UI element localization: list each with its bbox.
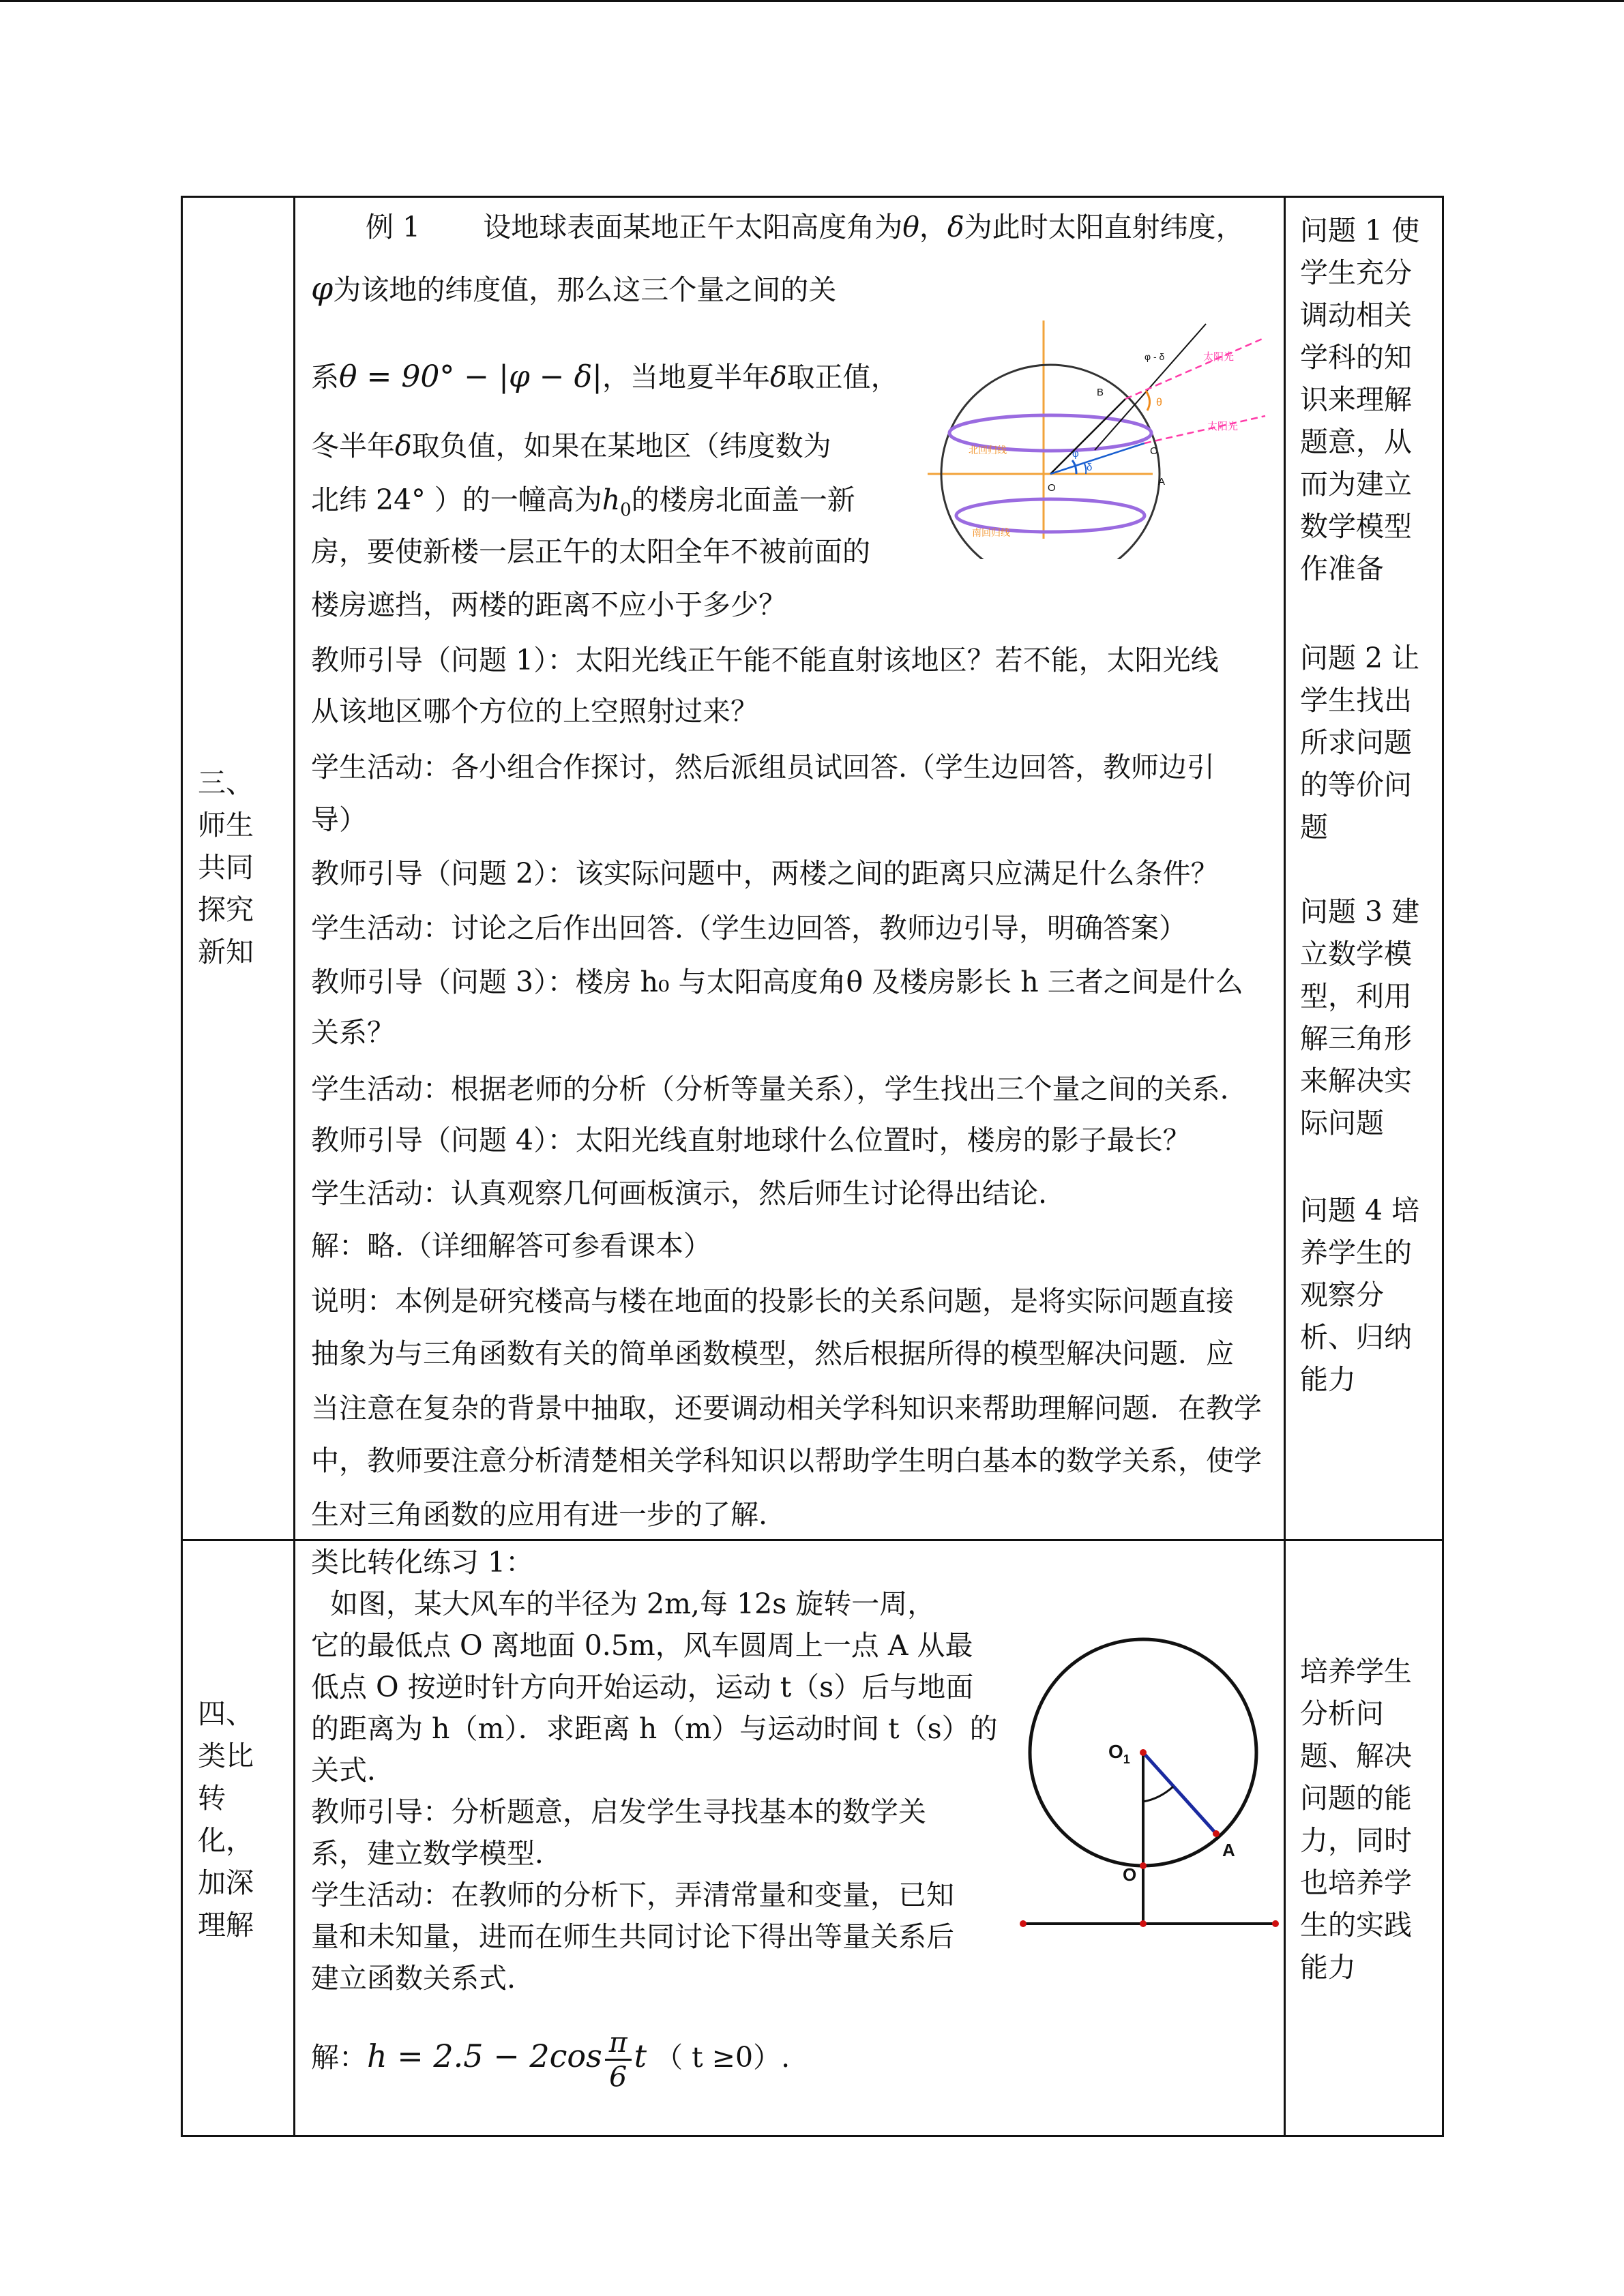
point-a-label: A <box>1158 476 1166 488</box>
ground-left-point <box>1020 1920 1027 1927</box>
dialogue-line: 学生活动：各小组合作探讨，然后派组员试回答.（学生边回答，教师边引 <box>311 751 1215 784</box>
delta-arc <box>1084 464 1086 474</box>
section-label-line: 师生 <box>198 809 254 841</box>
sunlight-ray-2 <box>1145 416 1265 443</box>
ground-right-point <box>1272 1920 1279 1927</box>
point-a-label: A <box>1222 1840 1235 1860</box>
center-label: $O_1$ <box>1108 1741 1130 1766</box>
point-o-label: O <box>1048 482 1056 494</box>
example-line-6: 房，要使新楼一层正午的太阳全年不被前面的 <box>311 535 870 568</box>
exercise-line: 教师引导：分析题意，启发学生寻找基本的数学关 <box>311 1795 926 1828</box>
dialogue-line: 教师引导（问题 2）：该实际问题中，两楼之间的距离只应满足什么条件？ <box>311 857 1219 890</box>
table-divider-1 <box>293 196 295 2137</box>
section-label-line: 共同 <box>198 851 254 884</box>
table-border-top <box>181 196 1444 198</box>
ground-foot-point <box>1140 1920 1147 1927</box>
theta-arc <box>1146 391 1150 411</box>
solution-formula: h = 2.5 − 2cos <box>367 2038 602 2074</box>
exercise-solution: 解：h = 2.5 − 2cos $\frac{\pi}{6}$ t （ t ≥0）. <box>311 2026 791 2093</box>
exercise-line: 的距离为 h（m）．求距离 h（m）与运动时间 t（s）的 <box>311 1712 998 1745</box>
dialogue-line: 说明：本例是研究楼高与楼在地面的投影长的关系问题，是将实际问题直接 <box>311 1285 1234 1317</box>
dialogue-line: 当注意在复杂的背景中抽取，还要调动相关学科知识来帮助理解问题．在教学 <box>311 1392 1262 1425</box>
rotation-angle-arc <box>1143 1787 1173 1802</box>
center-point <box>1140 1749 1147 1756</box>
angle-formula: θ = 90° − |φ − δ| <box>339 359 602 394</box>
section-label-line: 四、 <box>198 1697 254 1730</box>
dialogue-line: 中，教师要注意分析清楚相关学科知识以帮助学生明白基本的数学关系，使学 <box>311 1444 1262 1477</box>
dialogue-line: 解：略.（详细解答可参看课本） <box>311 1229 712 1262</box>
exercise-line: 系，建立数学模型． <box>311 1837 563 1870</box>
exercise-line: 关式． <box>311 1754 395 1787</box>
section-label-line: 转 <box>198 1782 226 1815</box>
example-line-3: 系θ = 90° − |φ − δ|，当地夏半年δ取正值， <box>311 359 899 394</box>
table-border-bottom <box>181 2135 1444 2137</box>
exercise-line: 如图，某大风车的半径为 2m,每 12s 旋转一周， <box>330 1587 936 1620</box>
lowest-point <box>1140 1862 1147 1869</box>
dialogue-line: 关系？ <box>311 1016 395 1049</box>
north-tropic-label: 北回归线 <box>969 445 1007 456</box>
exercise-line: 它的最低点 O 离地面 0.5m，风车圆周上一点 A 从最 <box>311 1629 973 1662</box>
dialogue-line: 学生活动：讨论之后作出回答.（学生边回答，教师边引导，明确答案） <box>311 912 1187 944</box>
windmill-diagram <box>1009 1623 1282 1937</box>
dialogue-line: 学生活动：认真观察几何画板演示，然后师生讨论得出结论. <box>311 1177 1048 1210</box>
exercise-line: 低点 O 按逆时针方向开始运动，运动 t（s）后与地面 <box>311 1671 974 1703</box>
table-divider-2 <box>1284 196 1286 2137</box>
exercise-line: 建立函数关系式. <box>311 1962 516 1995</box>
example-line-2: φ为该地的纬度值，那么这三个量之间的关 <box>311 270 837 307</box>
dialogue-line: 教师引导（问题 4）：太阳光线直射地球什么位置时，楼房的影子最长？ <box>311 1124 1191 1157</box>
dialogue-line: 从该地区哪个方位的上空照射过来？ <box>311 695 758 728</box>
point-c-label: C <box>1150 445 1157 457</box>
example-label: 例 1 <box>366 211 421 243</box>
theta-label: θ <box>1156 397 1162 408</box>
section-label-line: 化， <box>198 1824 254 1857</box>
radius-o1-a <box>1143 1753 1216 1834</box>
table-border-left <box>181 196 183 2137</box>
exercise-title: 类比转化练习 1： <box>311 1546 534 1579</box>
dialogue-line: 抽象为与三角函数有关的简单函数模型，然后根据所得的模型解决问题．应 <box>311 1337 1234 1370</box>
section-label-line: 三、 <box>198 766 254 799</box>
dialogue-line: 教师引导（问题 1）：太阳光线正午能不能直射该地区？若不能，太阳光线 <box>311 644 1219 676</box>
section-label-line: 探究 <box>198 893 254 926</box>
example-line-4: 冬半年δ取负值，如果在某地区（纬度数为 <box>311 430 831 462</box>
example-line-1: 例 1 设地球表面某地正午太阳高度角为θ，δ为此时太阳直射纬度， <box>366 211 1244 243</box>
delta-label: δ <box>1087 462 1093 473</box>
point-b-label: B <box>1097 387 1104 398</box>
dialogue-line: 生对三角函数的应用有进一步的了解. <box>311 1498 768 1531</box>
page-top-edge <box>0 0 1624 2</box>
dialogue-line: 教师引导（问题 3）：楼房 h₀ 与太阳高度角θ 及楼房影长 h 三者之间是什么 <box>311 966 1243 998</box>
exercise-line: 学生活动：在教师的分析下，弄清常量和变量，已知 <box>311 1879 954 1911</box>
point-a <box>1213 1830 1220 1837</box>
exercise-line: 量和未知量，进而在师生共同讨论下得出等量关系后 <box>311 1920 954 1953</box>
section-label-line: 新知 <box>198 936 254 968</box>
section-label-line: 加深 <box>198 1866 254 1899</box>
dialogue-line: 学生活动：根据老师的分析（分析等量关系），学生找出三个量之间的关系. <box>311 1073 1229 1105</box>
south-tropic-label: 南回归线 <box>972 527 1010 538</box>
example-line-7: 楼房遮挡，两楼的距离不应小于多少？ <box>311 588 786 621</box>
fraction-pi-over-6: $\frac{\pi}{6}$ <box>605 2026 632 2093</box>
phi-minus-delta-label: φ - δ <box>1145 351 1165 362</box>
section-label-line: 类比 <box>198 1740 254 1772</box>
dialogue-line: 导） <box>311 803 367 836</box>
sunlight-ray-1 <box>1125 338 1265 399</box>
example-line-5: 北纬 24° ）的一幢高为$h_0$的楼房北面盖一新 <box>311 483 855 521</box>
earth-sunlight-diagram <box>921 314 1269 559</box>
sunlight-label-2: 太阳光 <box>1207 421 1239 432</box>
phi-label: φ <box>1072 448 1079 460</box>
sunlight-label-1: 太阳光 <box>1203 351 1235 363</box>
point-o-label: O <box>1123 1864 1137 1885</box>
section-label-line: 理解 <box>198 1909 254 1941</box>
table-border-right <box>1442 196 1444 2137</box>
